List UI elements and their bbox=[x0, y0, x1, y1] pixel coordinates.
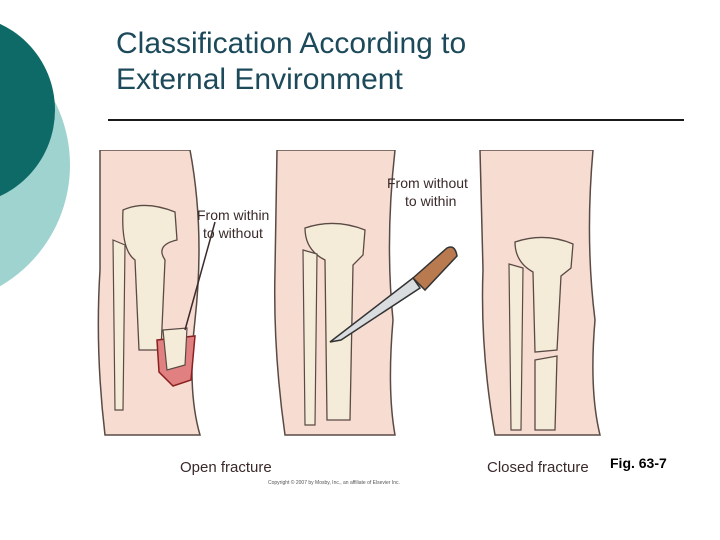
title-line-1: Classification According to bbox=[116, 27, 467, 60]
figure-reference: Fig. 63-7 bbox=[610, 455, 667, 471]
label-from-without-1: From without bbox=[387, 175, 468, 191]
label-from-without-2: to within bbox=[405, 193, 457, 209]
label-from-within-1: From within bbox=[197, 207, 270, 223]
knife-handle bbox=[413, 247, 457, 290]
protruding-bone bbox=[163, 328, 187, 370]
leg-closed-fracture bbox=[480, 150, 600, 435]
caption-open-fracture: Open fracture bbox=[180, 459, 272, 476]
leg-open-fracture bbox=[98, 150, 269, 435]
label-from-within-2: to without bbox=[203, 225, 263, 241]
leg-knife-injury bbox=[275, 150, 468, 435]
fractured-bone-lower bbox=[535, 356, 557, 430]
title-line-2: External Environment bbox=[116, 63, 403, 96]
decorative-circles bbox=[0, 0, 110, 300]
caption-closed-fracture: Closed fracture bbox=[487, 459, 589, 476]
title-divider bbox=[108, 119, 684, 121]
fracture-illustration bbox=[95, 150, 695, 490]
slide-title bbox=[116, 26, 466, 98]
copyright-notice: Copyright © 2007 by Mosby, Inc., an affiliate of Elsevier Inc. bbox=[268, 480, 400, 486]
